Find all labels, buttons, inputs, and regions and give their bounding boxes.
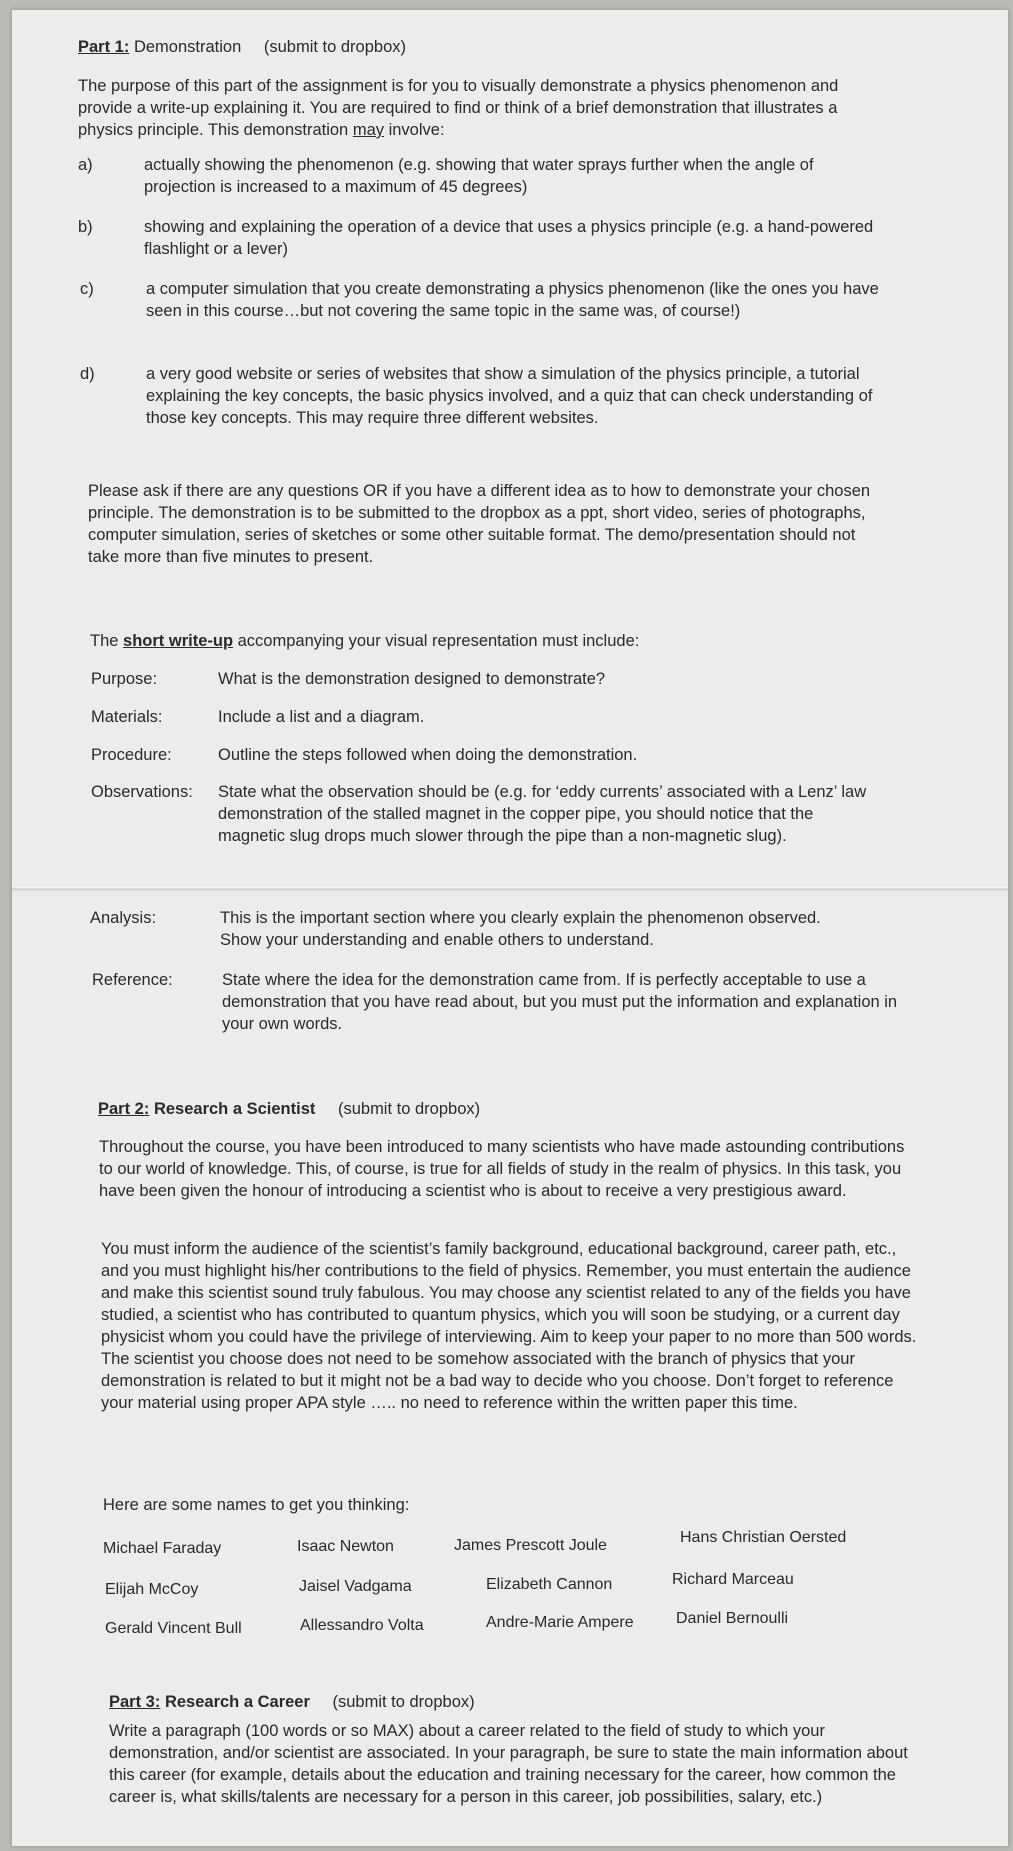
field-text: State what the observation should be (e.g. for ‘eddy currents’ associated with a Lenz’ law demonstration of the stalled magnet in the copper pipe, you should notice that the magnetic slug drops much slower through the pipe than a non-magnetic slug). [218, 783, 867, 845]
scientist-name: Daniel Bernoulli [676, 1610, 789, 1627]
list-text: a computer simulation that you create demonstrating a physics phenomenon (like the ones you have seen in this course…but not covering the same topic in the same was, of course!) [146, 280, 879, 320]
scientist-name: Gerald Vincent Bull [105, 1620, 242, 1637]
part1-ask: Please ask if there are any questions OR if you have a different idea as to how to demonstrate your chosen principle. The demonstration is to be submitted to the dropbox as a ppt, short video, series of photographs, computer simulation, series of sketches or some other suitable format. The demo/presentation should not take more than five minutes to present. [88, 482, 871, 566]
field-text: Include a list and a diagram. [218, 708, 425, 726]
list-letter: c) [80, 280, 94, 298]
scientist-name: Andre-Marie Ampere [486, 1614, 634, 1631]
writeup-pre: The [90, 632, 124, 650]
names-intro: Here are some names to get you thinking: [103, 1496, 410, 1514]
field-text: State where the idea for the demonstration came from. If is perfectly acceptable to use a demonstration that you have read about, but you must put the information and explanation in your own words. [222, 971, 898, 1033]
part3-number: Part 3: [109, 1693, 161, 1711]
document-page [12, 10, 1008, 1846]
part3-paragraph: Write a paragraph (100 words or so MAX) about a career related to the field of study to which your demonstration, and/or scientist are associated. In your paragraph, be sure to state the main information about this career (for example, details about the education and training necessary for the career, how common the career is, what skills/talents are necessary for a person in this career, job possibilities, salary, etc.) [109, 1722, 908, 1806]
scientist-name: Elijah McCoy [105, 1581, 199, 1598]
part1-title: Demonstration [133, 38, 242, 56]
part2-paragraph-2: You must inform the audience of the scientist’s family background, educational background, career path, etc., and you must highlight his/her contributions to the field of physics. Remember, you must entertain the audience and make this scientist sound truly fabulous. You may choose any scientist related to any of the fields you have studied, a scientist who has contributed to quantum physics, which you will soon be studying, or a current day physicist whom you could have the privilege of interviewing. Aim to keep your paper to no more than 500 words. The scientist you choose does not need to be somehow associated with the branch of physics that your demonstration is related to but it might not be a bad way to decide who you choose. Don’t forget to reference your material using proper APA style ….. no need to reference within the written paper this time. [101, 1240, 917, 1412]
field-label: Analysis: [90, 909, 157, 927]
field-label: Observations: [91, 783, 193, 801]
part1-intro-may: may [352, 121, 384, 139]
field-label: Purpose: [91, 670, 158, 688]
part2-note: (submit to dropbox) [337, 1100, 481, 1118]
writeup-post: accompanying your visual representation must include: [233, 632, 640, 650]
part1-intro-text: The purpose of this part of the assignment is for you to visually demonstrate a physics phenomenon and provide a write-up explaining it. You are required to find or think of a brief demonstration that illustrates a physics principle. This demonstration [78, 77, 839, 139]
scientist-name: James Prescott Joule [454, 1537, 607, 1554]
field-text: Outline the steps followed when doing the demonstration. [218, 746, 638, 764]
part1-heading [78, 36, 406, 58]
scientist-name: Allessandro Volta [300, 1617, 424, 1634]
part3-note: (submit to dropbox) [332, 1693, 475, 1711]
scientist-name: Richard Marceau [672, 1571, 794, 1588]
field-text: What is the demonstration designed to demonstrate? [218, 670, 606, 688]
part1-intro-end: involve: [384, 121, 445, 139]
scientist-name: Elizabeth Cannon [486, 1576, 613, 1593]
list-letter: a) [78, 156, 93, 174]
part3-heading [109, 1691, 475, 1713]
part1-number: Part 1: [78, 38, 130, 56]
writeup-intro [90, 630, 890, 652]
scientist-name: Jaisel Vadgama [299, 1578, 412, 1595]
list-text: showing and explaining the operation of a device that uses a physics principle (e.g. a hand-powered flashlight or a lever) [144, 218, 874, 258]
field-label: Materials: [91, 708, 163, 726]
list-text: a very good website or series of websites that show a simulation of the physics principle, a tutorial explaining the key concepts, the basic physics involved, and a quiz that can check understanding of those key concepts. This may require three different websites. [146, 365, 873, 427]
part2-number: Part 2: [98, 1100, 150, 1118]
part2-paragraph-1: Throughout the course, you have been introduced to many scientists who have made astounding contributions to our world of knowledge. This, of course, is true for all fields of study in the realm of physics. In this task, you have been given the honour of introducing a scientist who is about to receive a very prestigious award. [99, 1138, 905, 1200]
field-text: This is the important section where you clearly explain the phenomenon observed. Show your understanding and enable others to understand. [220, 909, 821, 949]
writeup-emphasis: short write-up [123, 632, 234, 650]
paper-fold [12, 887, 1008, 891]
part2-heading [98, 1098, 480, 1120]
part3-title: Research a Career [164, 1693, 310, 1711]
part1-intro [78, 75, 888, 141]
list-letter: d) [80, 365, 95, 383]
part1-note: (submit to dropbox) [263, 38, 407, 56]
list-letter: b) [78, 218, 93, 236]
scientist-name: Hans Christian Oersted [680, 1529, 847, 1546]
field-label: Reference: [92, 971, 173, 989]
part2-title: Research a Scientist [153, 1100, 316, 1118]
field-label: Procedure: [91, 746, 172, 764]
scientist-name: Isaac Newton [297, 1538, 394, 1555]
scientist-name: Michael Faraday [103, 1540, 222, 1557]
list-text: actually showing the phenomenon (e.g. showing that water sprays further when the angle of projection is increased to a maximum of 45 degrees) [144, 156, 814, 196]
